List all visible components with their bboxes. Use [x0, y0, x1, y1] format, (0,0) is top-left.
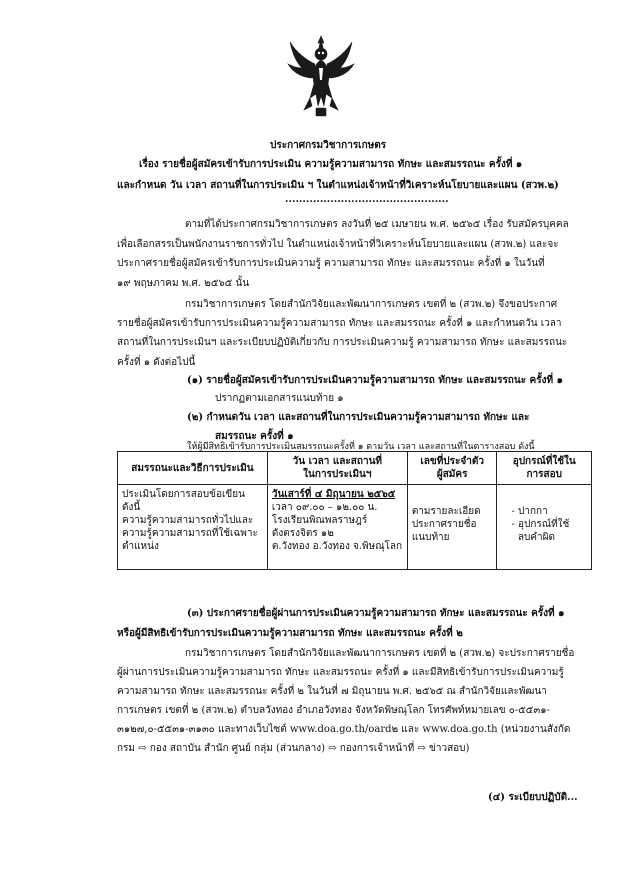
item3-line-3: ความสามารถ ทักษะ และสมรรถนะ ครั้งที่ ๒ ในวันที่ ๗ มิถุนายน พ.ศ. ๒๕๖๕ ณ สำนักวิจัยและพัฒนา: [117, 686, 547, 697]
item3-heading-2: หรือผู้มีสิทธิเข้ารับการประเมินความรู้ความสามารถ ทักษะ และสมรรถนะ ครั้งที่ ๒: [117, 628, 463, 639]
separator-dots: ...............................................: [285, 194, 449, 205]
item1-detail: ปรากฏตามเอกสารแนบท้าย ๑: [215, 393, 344, 404]
exam-schedule-table: [117, 451, 592, 570]
para1-line-3: ประกาศรายชื่อผู้สมัครเข้ารับการประเมินความรู้ ความสามารถ ทักษะ และสมรรถนะ ครั้งที่ ๑ ในวันที่: [117, 258, 545, 269]
item3-line-4: การเกษตร เขตที่ ๒ (สวพ.๒) ตำบลวังทอง อำเภอวังทอง จังหวัดพิษณุโลก โทรศัพท์หมายเลข ๐-๕๕๓๑-: [117, 705, 550, 716]
header-competency: สมรรถนะและวิธีการประเมิน: [118, 452, 268, 485]
page-title: ประกาศกรมวิชาการเกษตร: [270, 140, 387, 151]
para2-line-1: กรมวิชาการเกษตร โดยสำนักวิจัยและพัฒนาการเกษตร เขตที่ ๒ (สวพ.๒) จึงขอประกาศ: [185, 299, 558, 310]
cell-competency: ประเมินโดยการสอบข้อเขียน ดังนี้ ความรู้ความสามารถทั่วไปและ ความรู้ความสามารถที่ใช้เฉพาะ ตำแหน่ง: [118, 485, 268, 570]
header-datetime: วัน เวลา และสถานที่ ในการประเมินฯ: [267, 452, 407, 485]
para2-line-3: สถานที่ในการประเมินฯ และระเบียบปฏิบัติเกี่ยวกับ การประเมินความรู้ ความสามารถ ทักษะ และสมรรถนะ: [117, 337, 568, 348]
cell-datetime: วันเสาร์ที่ ๔ มิถุนายน ๒๕๖๕ เวลา ๐๙.๐๐ – ๑๒.๐๐ น. โรงเรียนพิณพลราษฎร์ ดังตรงจิตร ๑๒ ต.วังทอง อ.วังทอง จ.พิษณุโลก: [267, 485, 407, 570]
subject-line-2: และกำหนด วัน เวลา สถานที่ในการประเมิน ฯ ในตำแหน่งเจ้าหน้าที่วิเคราะห์นโยบายและแผน (สวพ.๒): [117, 180, 559, 191]
item3-heading-1: (๓) ประกาศรายชื่อผู้ผ่านการประเมินความรู้ความสามารถ ทักษะ และสมรรถนะ ครั้งที่ ๑: [187, 608, 565, 619]
subject-line-1: เรื่อง รายชื่อผู้สมัครเข้ารับการประเมิน ความรู้ความสามารถ ทักษะ และสมรรถนะ ครั้งที่ ๑: [139, 159, 523, 170]
para1-line-1: ตามที่ได้ประกาศกรมวิชาการเกษตร ลงวันที่ ๒๕ เมษายน พ.ศ. ๒๕๖๕ เรื่อง รับสมัครบุคคล: [185, 219, 569, 230]
cell-applicant-id: ตามรายละเอียด ประกาศรายชื่อ แนบท้าย: [407, 485, 497, 570]
header-equipment: อุปกรณ์ที่ใช้ใน การสอบ: [497, 452, 592, 485]
item1-heading: (๑) รายชื่อผู้สมัครเข้ารับการประเมินความรู้ความสามารถ ทักษะ และสมรรถนะ ครั้งที่ ๑: [187, 375, 563, 386]
garuda-emblem-icon: [286, 34, 356, 120]
header-applicant-id: เลขที่ประจำตัว ผู้สมัคร: [407, 452, 497, 485]
item2-heading-1: (๒) กำหนดวัน เวลา และสถานที่ในการประเมินความรู้ความสามารถ ทักษะ และ: [187, 412, 530, 423]
item3-line-6: กรม ⇨ กอง สถาบัน สำนัก ศูนย์ กลุ่ม (ส่วนกลาง) ⇨ กองการเจ้าหน้าที่ ⇨ ข่าวสอบ): [117, 743, 470, 754]
item3-line-1: กรมวิชาการเกษตร โดยสำนักวิจัยและพัฒนาการเกษตร เขตที่ ๒ (สวพ.๒) จะประกาศรายชื่อ: [185, 648, 575, 659]
para1-line-4: ๑๙ พฤษภาคม พ.ศ. ๒๕๖๕ นั้น: [117, 278, 250, 289]
table-header-row: [118, 452, 592, 485]
item3-line-5: ๓๑๒๗,๐-๕๕๓๑-๓๑๓๐ และทางเว็บไซต์ www.doa.go.th/oard๒ และ www.doa.go.th (หน่วยงานสังกัด: [117, 724, 571, 735]
item2-heading-2: สมรรถนะ ครั้งที่ ๑: [215, 431, 294, 442]
para1-line-2: เพื่อเลือกสรรเป็นพนักงานราชการทั่วไป ในตำแหน่งเจ้าหน้าที่วิเคราะห์นโยบายและแผน (สวพ.๒) และจะ: [117, 239, 559, 250]
table-row: [118, 485, 592, 570]
continuation-note: (๔) ระเบียบปฏิบัติ...: [488, 792, 578, 803]
para2-line-2: รายชื่อผู้สมัครเข้ารับการประเมินความรู้ความสามารถ ทักษะ และสมรรถนะ ครั้งที่ ๑ และกำหนดวัน เวลา: [117, 318, 562, 329]
cell-equipment: - ปากกา - อุปกรณ์ที่ใช้ ลบคำผิด: [497, 485, 592, 570]
item3-line-2: ผู้ผ่านการประเมินความรู้ความสามารถ ทักษะ และสมรรถนะ ครั้งที่ ๑ และมีสิทธิเข้ารับการประเมินความรู้: [117, 667, 564, 678]
item2-intro: ให้ผู้มีสิทธิเข้ารับการประเมินสมรรถนะครั้งที่ ๑ ตามวัน เวลา และสถานที่ในตารางสอบ ดังนี้: [187, 442, 535, 452]
para2-line-4: ครั้งที่ ๑ ดังต่อไปนี้: [117, 357, 196, 368]
